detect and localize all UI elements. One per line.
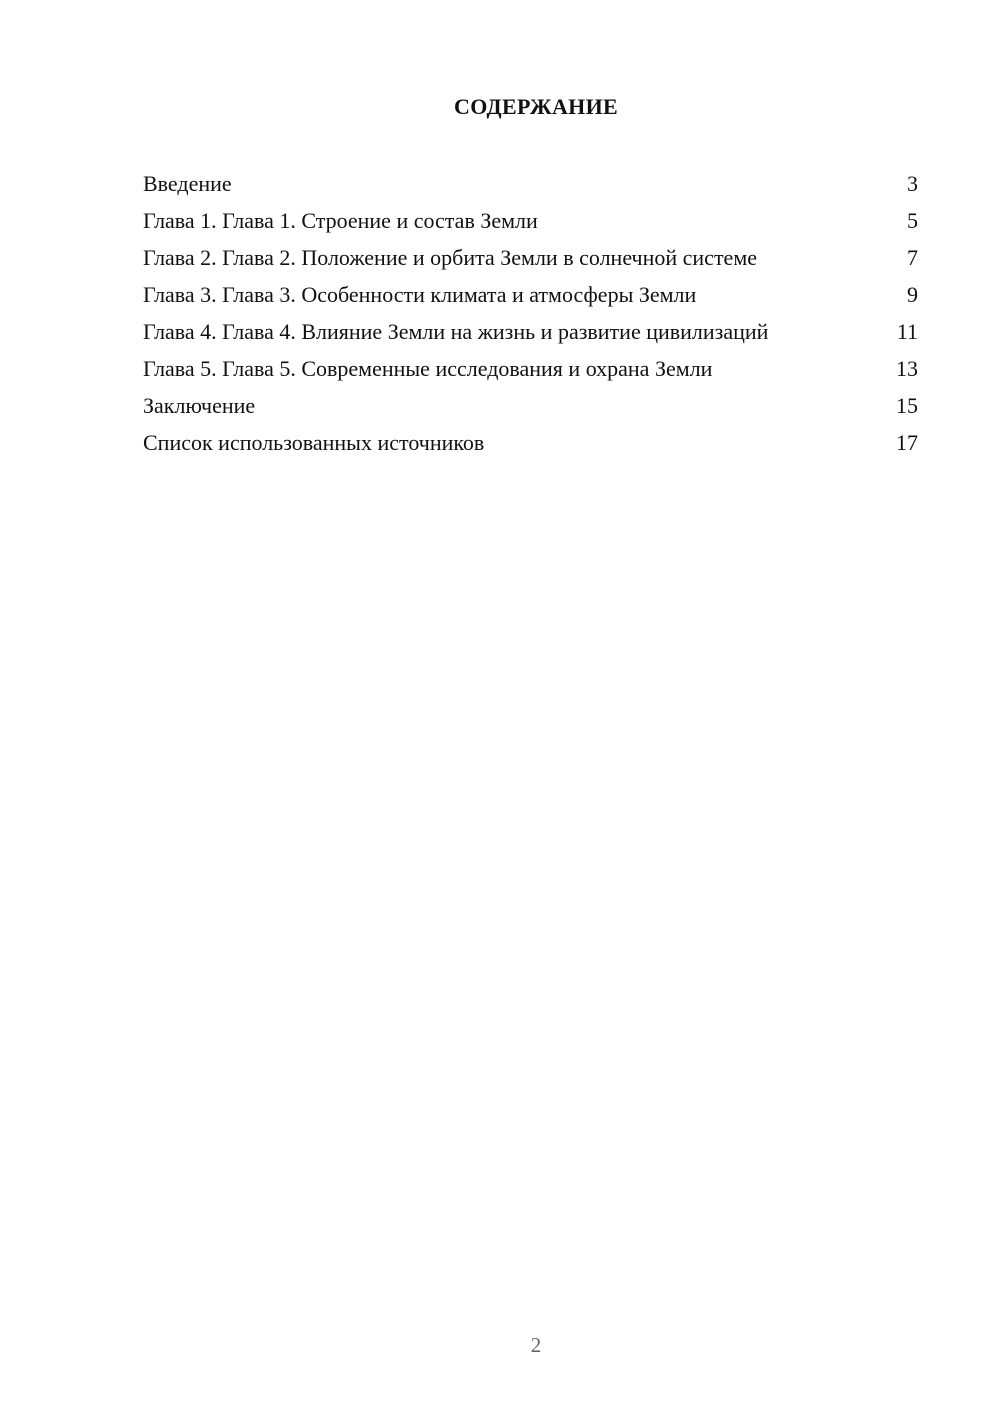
toc-entry-label: Введение (143, 171, 232, 196)
toc-entry-page: 17 (896, 430, 918, 455)
toc-entry-chapter-5 (143, 355, 918, 382)
toc-entry-conclusion (143, 392, 918, 419)
table-of-contents (143, 170, 918, 466)
toc-entry-chapter-3 (143, 281, 918, 308)
toc-entry-label: Глава 5. Глава 5. Современные исследования и охрана Земли (143, 356, 713, 381)
toc-entry-page: 13 (896, 356, 918, 381)
toc-entry-label: Заключение (143, 393, 256, 418)
toc-entry-chapter-1 (143, 207, 918, 234)
page-number: 2 (530, 1333, 542, 1357)
toc-entry-label: Глава 2. Глава 2. Положение и орбита Земли в солнечной системе (143, 245, 758, 270)
toc-entry-references (143, 429, 918, 456)
toc-entry-chapter-4 (143, 318, 918, 345)
toc-entry-label: Глава 1. Глава 1. Строение и состав Земли (143, 208, 538, 233)
toc-entry-label: Глава 3. Глава 3. Особенности климата и атмосферы Земли (143, 282, 697, 307)
toc-entry-label: Глава 4. Глава 4. Влияние Земли на жизнь и развитие цивилизаций (143, 319, 769, 344)
toc-entry-page: 11 (896, 319, 918, 344)
page-title: СОДЕРЖАНИЕ (454, 94, 618, 119)
toc-entry-label: Список использованных источников (143, 430, 485, 455)
toc-entry-page: 5 (907, 208, 918, 233)
toc-entry-page: 7 (907, 245, 918, 270)
toc-entry-chapter-2 (143, 244, 918, 271)
toc-entry-page: 9 (907, 282, 918, 307)
toc-entry-page: 15 (896, 393, 918, 418)
toc-entry-page: 3 (907, 171, 918, 196)
toc-entry-introduction (143, 170, 918, 197)
